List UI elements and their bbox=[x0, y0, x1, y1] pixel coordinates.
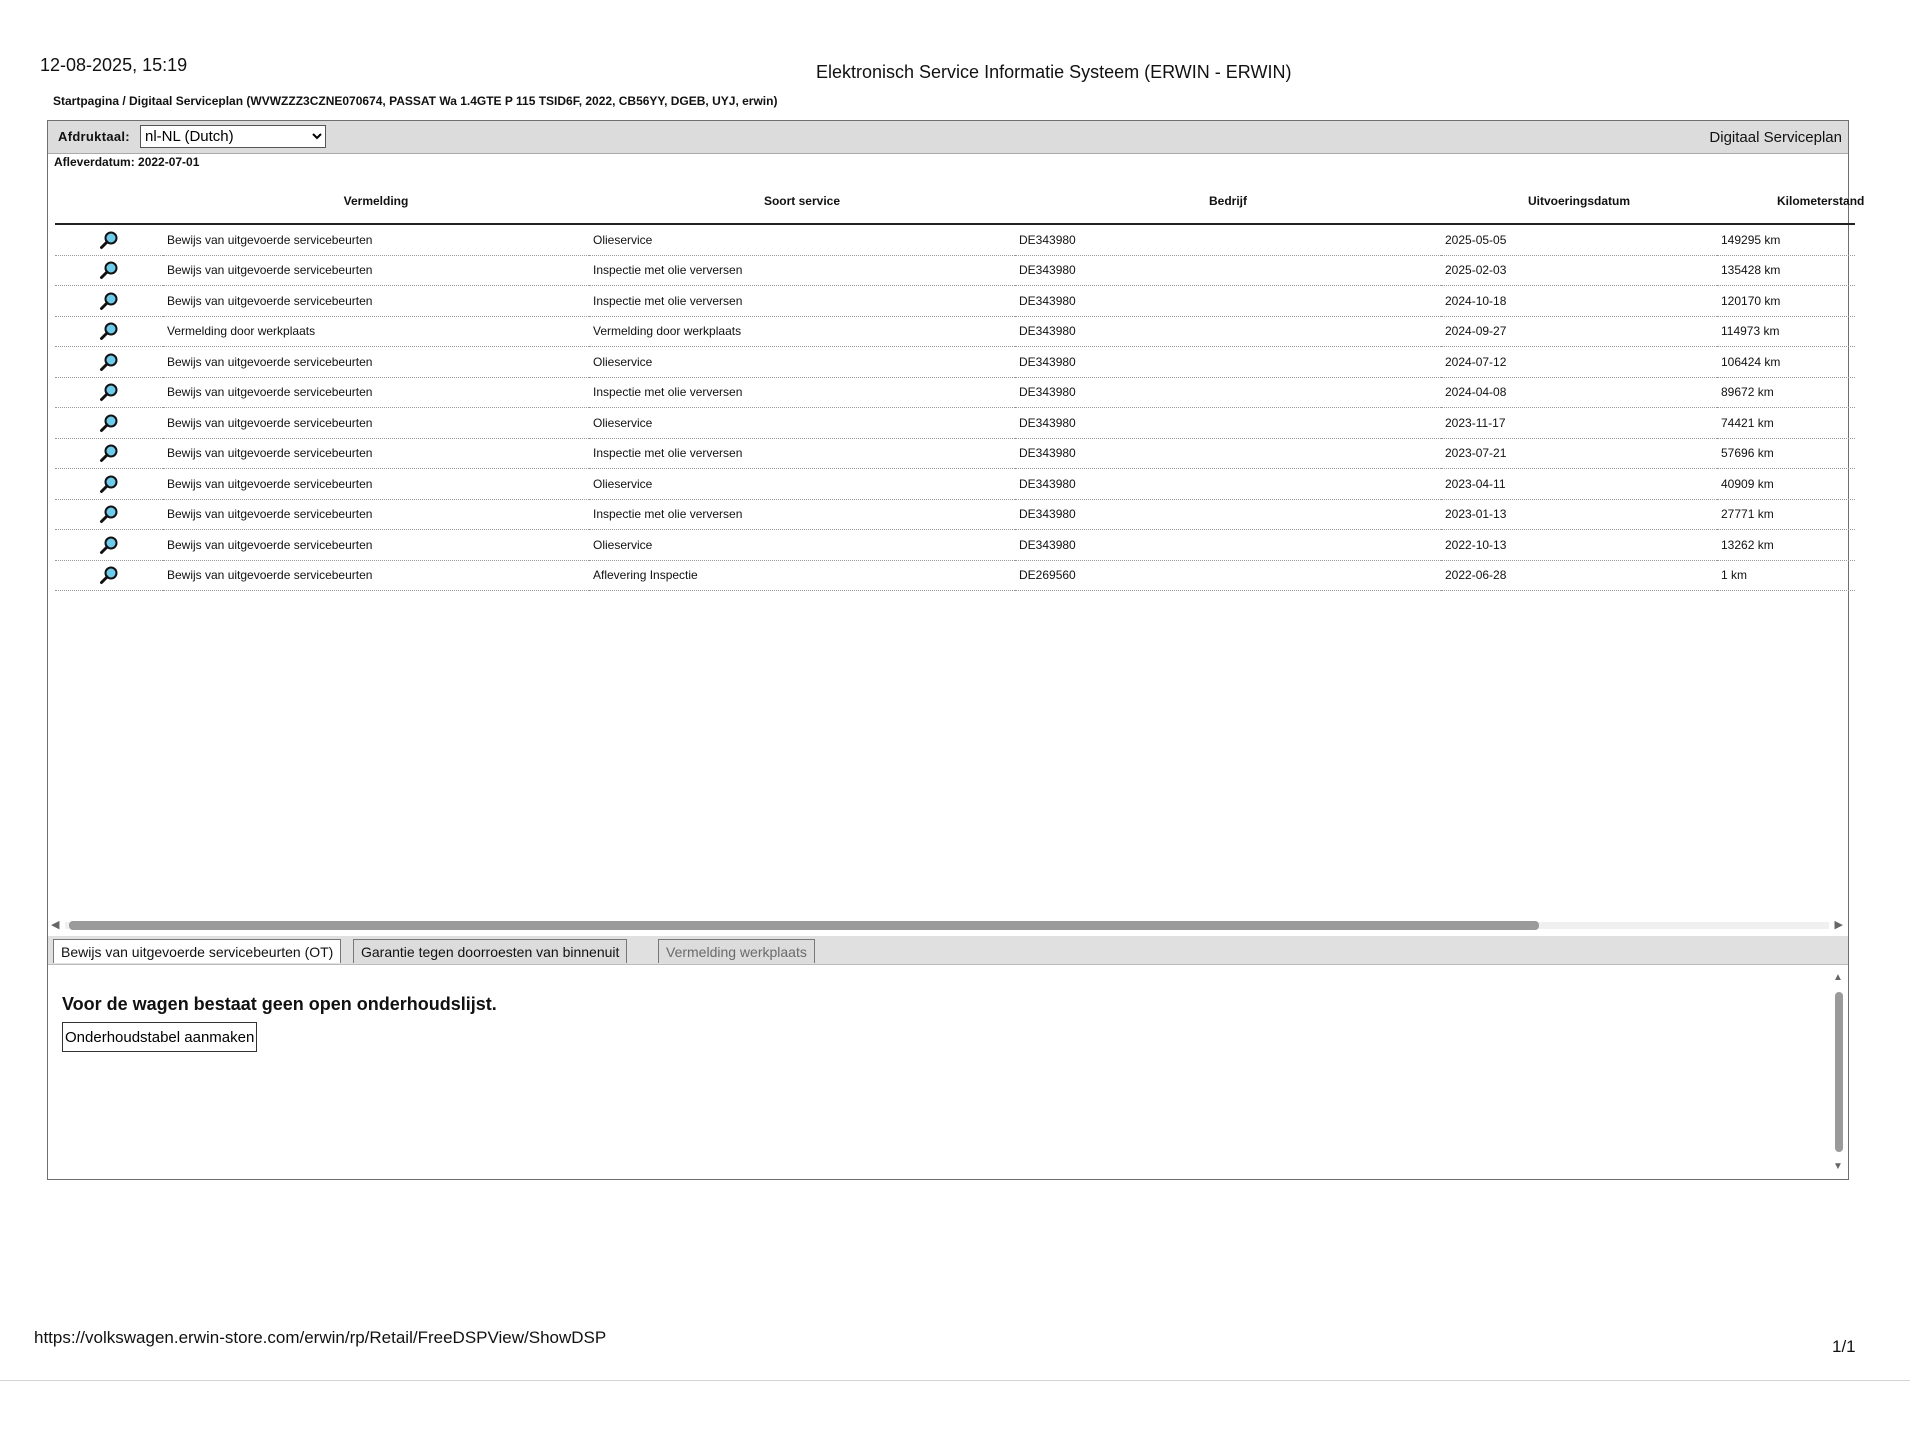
service-history-table bbox=[55, 179, 1865, 591]
cell-uitvoeringsdatum: 2024-07-12 bbox=[1441, 347, 1717, 378]
service-plan-panel bbox=[47, 120, 1865, 1180]
cell-kilometerstand: 120170 km bbox=[1717, 286, 1855, 317]
no-maintenance-message: Voor de wagen bestaat geen open onderhoudslijst. bbox=[62, 994, 497, 1014]
print-title: Elektronisch Service Informatie Systeem (ERWIN - ERWIN) bbox=[816, 62, 1292, 82]
cell-uitvoeringsdatum: 2023-07-21 bbox=[1441, 438, 1717, 469]
view-cell[interactable] bbox=[55, 499, 163, 530]
cell-soort-service: Olieservice bbox=[589, 224, 1015, 255]
cell-bedrijf: DE343980 bbox=[1015, 408, 1441, 439]
cell-uitvoeringsdatum: 2024-10-18 bbox=[1441, 286, 1717, 317]
cell-vermelding: Bewijs van uitgevoerde servicebeurten bbox=[163, 347, 589, 378]
cell-uitvoeringsdatum: 2025-05-05 bbox=[1441, 224, 1717, 255]
cell-bedrijf: DE343980 bbox=[1015, 499, 1441, 530]
language-label: Afdruktaal: bbox=[58, 129, 130, 144]
magnifier-icon[interactable] bbox=[99, 504, 119, 524]
table-row[interactable] bbox=[55, 438, 1855, 469]
cell-vermelding: Bewijs van uitgevoerde servicebeurten bbox=[163, 255, 589, 286]
view-cell[interactable] bbox=[55, 408, 163, 439]
cell-soort-service: Olieservice bbox=[589, 347, 1015, 378]
magnifier-icon[interactable] bbox=[99, 230, 119, 250]
cell-bedrijf: DE269560 bbox=[1015, 560, 1441, 591]
view-cell[interactable] bbox=[55, 255, 163, 286]
view-cell[interactable] bbox=[55, 316, 163, 347]
cell-kilometerstand: 89672 km bbox=[1717, 377, 1855, 408]
column-header-bedrijf[interactable]: Bedrijf bbox=[1015, 179, 1441, 224]
cell-bedrijf: DE343980 bbox=[1015, 316, 1441, 347]
breadcrumb[interactable]: Startpagina / Digitaal Serviceplan (WVWZZZ3CZNE070674, PASSAT Wa 1.4GTE P 115 TSID6F, 2022, CB56YY, DGEB, UYJ, erwin) bbox=[53, 94, 778, 108]
column-header-icon bbox=[55, 179, 163, 224]
footer-divider bbox=[0, 1380, 1910, 1381]
language-select[interactable] bbox=[140, 125, 326, 148]
cell-kilometerstand: 57696 km bbox=[1717, 438, 1855, 469]
table-row[interactable] bbox=[55, 255, 1855, 286]
service-history-grid bbox=[55, 179, 1865, 721]
cell-uitvoeringsdatum: 2025-02-03 bbox=[1441, 255, 1717, 286]
scroll-down-icon[interactable]: ▼ bbox=[1833, 1161, 1843, 1172]
cell-bedrijf: DE343980 bbox=[1015, 286, 1441, 317]
cell-soort-service: Olieservice bbox=[589, 469, 1015, 500]
tab-vermelding-werkplaats[interactable]: Vermelding werkplaats bbox=[658, 939, 815, 963]
cell-kilometerstand: 74421 km bbox=[1717, 408, 1855, 439]
cell-kilometerstand: 106424 km bbox=[1717, 347, 1855, 378]
scroll-left-icon[interactable]: ◀ bbox=[51, 919, 60, 931]
cell-soort-service: Inspectie met olie verversen bbox=[589, 255, 1015, 286]
print-datetime: 12-08-2025, 15:19 bbox=[40, 55, 188, 75]
cell-vermelding: Bewijs van uitgevoerde servicebeurten bbox=[163, 560, 589, 591]
table-row[interactable] bbox=[55, 469, 1855, 500]
cell-uitvoeringsdatum: 2023-11-17 bbox=[1441, 408, 1717, 439]
table-row[interactable] bbox=[55, 286, 1855, 317]
vertical-scrollbar-thumb[interactable] bbox=[1835, 992, 1843, 1152]
cell-soort-service: Aflevering Inspectie bbox=[589, 560, 1015, 591]
table-header-row bbox=[55, 179, 1855, 224]
cell-bedrijf: DE343980 bbox=[1015, 438, 1441, 469]
scroll-up-icon[interactable]: ▲ bbox=[1833, 972, 1843, 983]
view-cell[interactable] bbox=[55, 286, 163, 317]
magnifier-icon[interactable] bbox=[99, 443, 119, 463]
scrollbar-thumb[interactable] bbox=[69, 921, 1539, 930]
view-cell[interactable] bbox=[55, 469, 163, 500]
tab-garantie-doorroesten[interactable]: Garantie tegen doorroesten van binnenuit bbox=[353, 939, 627, 963]
cell-kilometerstand: 40909 km bbox=[1717, 469, 1855, 500]
table-row[interactable] bbox=[55, 530, 1855, 561]
magnifier-icon[interactable] bbox=[99, 474, 119, 494]
table-row[interactable] bbox=[55, 499, 1855, 530]
cell-bedrijf: DE343980 bbox=[1015, 530, 1441, 561]
scroll-right-icon[interactable]: ▶ bbox=[1834, 919, 1843, 931]
cell-vermelding: Bewijs van uitgevoerde servicebeurten bbox=[163, 286, 589, 317]
view-cell[interactable] bbox=[55, 438, 163, 469]
maintenance-section bbox=[48, 966, 1848, 1179]
vertical-scrollbar[interactable] bbox=[1832, 972, 1846, 1172]
cell-kilometerstand: 135428 km bbox=[1717, 255, 1855, 286]
cell-kilometerstand: 149295 km bbox=[1717, 224, 1855, 255]
column-header-uitvoeringsdatum[interactable]: Uitvoeringsdatum bbox=[1441, 179, 1717, 224]
magnifier-icon[interactable] bbox=[99, 382, 119, 402]
cell-uitvoeringsdatum: 2023-04-11 bbox=[1441, 469, 1717, 500]
cell-soort-service: Inspectie met olie verversen bbox=[589, 286, 1015, 317]
magnifier-icon[interactable] bbox=[99, 352, 119, 372]
delivery-date: Afleverdatum: 2022-07-01 bbox=[54, 155, 200, 169]
cell-soort-service: Vermelding door werkplaats bbox=[589, 316, 1015, 347]
cell-bedrijf: DE343980 bbox=[1015, 377, 1441, 408]
cell-vermelding: Bewijs van uitgevoerde servicebeurten bbox=[163, 438, 589, 469]
view-cell[interactable] bbox=[55, 224, 163, 255]
cell-soort-service: Olieservice bbox=[589, 408, 1015, 439]
cell-uitvoeringsdatum: 2023-01-13 bbox=[1441, 499, 1717, 530]
horizontal-scrollbar[interactable] bbox=[51, 918, 1843, 932]
cell-bedrijf: DE343980 bbox=[1015, 255, 1441, 286]
table-row[interactable] bbox=[55, 560, 1855, 591]
cell-vermelding: Bewijs van uitgevoerde servicebeurten bbox=[163, 377, 589, 408]
magnifier-icon[interactable] bbox=[99, 321, 119, 341]
cell-uitvoeringsdatum: 2024-09-27 bbox=[1441, 316, 1717, 347]
table-row[interactable] bbox=[55, 347, 1855, 378]
magnifier-icon[interactable] bbox=[99, 260, 119, 280]
cell-vermelding: Bewijs van uitgevoerde servicebeurten bbox=[163, 530, 589, 561]
view-cell[interactable] bbox=[55, 347, 163, 378]
cell-bedrijf: DE343980 bbox=[1015, 347, 1441, 378]
toolbar bbox=[48, 121, 1848, 154]
table-row[interactable] bbox=[55, 224, 1855, 255]
tab-servicebeurten[interactable]: Bewijs van uitgevoerde servicebeurten (OT) bbox=[53, 939, 341, 963]
table-row[interactable] bbox=[55, 316, 1855, 347]
cell-soort-service: Inspectie met olie verversen bbox=[589, 499, 1015, 530]
cell-kilometerstand: 114973 km bbox=[1717, 316, 1855, 347]
app-name: Digitaal Serviceplan bbox=[1709, 129, 1842, 146]
create-maintenance-table-button[interactable]: Onderhoudstabel aanmaken bbox=[62, 1022, 257, 1052]
column-header-kilometerstand[interactable]: Kilometerstand bbox=[1717, 179, 1855, 224]
view-cell[interactable] bbox=[55, 530, 163, 561]
cell-vermelding: Bewijs van uitgevoerde servicebeurten bbox=[163, 224, 589, 255]
cell-kilometerstand: 13262 km bbox=[1717, 530, 1855, 561]
magnifier-icon[interactable] bbox=[99, 565, 119, 585]
magnifier-icon[interactable] bbox=[99, 291, 119, 311]
cell-vermelding: Bewijs van uitgevoerde servicebeurten bbox=[163, 499, 589, 530]
cell-vermelding: Vermelding door werkplaats bbox=[163, 316, 589, 347]
cell-soort-service: Inspectie met olie verversen bbox=[589, 377, 1015, 408]
cell-vermelding: Bewijs van uitgevoerde servicebeurten bbox=[163, 408, 589, 439]
view-cell[interactable] bbox=[55, 377, 163, 408]
cell-bedrijf: DE343980 bbox=[1015, 469, 1441, 500]
cell-vermelding: Bewijs van uitgevoerde servicebeurten bbox=[163, 469, 589, 500]
cell-uitvoeringsdatum: 2024-04-08 bbox=[1441, 377, 1717, 408]
table-row[interactable] bbox=[55, 377, 1855, 408]
view-cell[interactable] bbox=[55, 560, 163, 591]
column-header-vermelding[interactable]: Vermelding bbox=[163, 179, 589, 224]
cell-kilometerstand: 27771 km bbox=[1717, 499, 1855, 530]
column-header-soort-service[interactable]: Soort service bbox=[589, 179, 1015, 224]
magnifier-icon[interactable] bbox=[99, 535, 119, 555]
cell-soort-service: Inspectie met olie verversen bbox=[589, 438, 1015, 469]
magnifier-icon[interactable] bbox=[99, 413, 119, 433]
cell-kilometerstand: 1 km bbox=[1717, 560, 1855, 591]
cell-uitvoeringsdatum: 2022-10-13 bbox=[1441, 530, 1717, 561]
page-number: 1/1 bbox=[1832, 1337, 1856, 1356]
tab-bar bbox=[48, 936, 1848, 965]
table-row[interactable] bbox=[55, 408, 1855, 439]
cell-uitvoeringsdatum: 2022-06-28 bbox=[1441, 560, 1717, 591]
cell-bedrijf: DE343980 bbox=[1015, 224, 1441, 255]
page-url: https://volkswagen.erwin-store.com/erwin/rp/Retail/FreeDSPView/ShowDSP bbox=[34, 1328, 607, 1347]
cell-soort-service: Olieservice bbox=[589, 530, 1015, 561]
